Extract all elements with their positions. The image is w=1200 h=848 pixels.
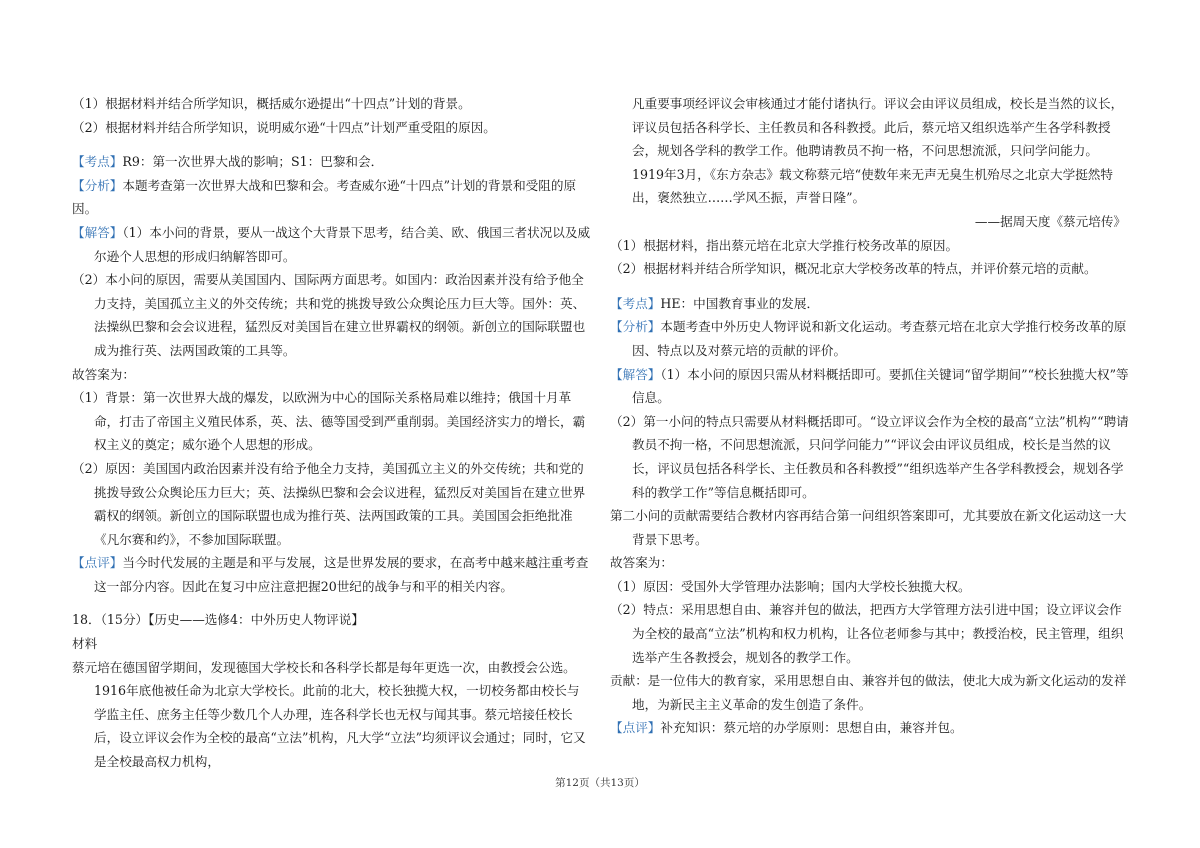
answer-3: 贡献：是一位伟大的教育家，采用思想自由、兼容并包的做法，使北大成为新文化运动的发祥地，为新民主主义革命的发生创造了条件。 xyxy=(610,673,1127,712)
kaodian-text: R9：第一次世界大战的影响；S1：巴黎和会． xyxy=(122,154,384,170)
answer-1: （1）原因：受国外大学管理办法影响；国内大学校长独揽大权。 xyxy=(610,578,971,594)
left-column xyxy=(72,92,592,774)
dianping-label: 【点评】 xyxy=(72,555,123,571)
material-label: 材料 xyxy=(72,636,98,652)
dianping-line xyxy=(610,716,1130,740)
jieda-line-1 xyxy=(72,221,592,268)
question-18-title: 18．（15分）【历史——选修4：中外历史人物评说】 xyxy=(72,612,364,628)
spacer xyxy=(72,598,592,608)
fenxi-label: 【分析】 xyxy=(72,177,123,193)
question-1: （1）根据材料，指出蔡元培在北京大学推行校务改革的原因。 xyxy=(610,237,959,253)
fenxi-line xyxy=(72,174,592,221)
question-2: （2）根据材料并结合所学知识，说明威尔逊“十四点”计划严重受阻的原因。 xyxy=(72,119,496,135)
kaodian-label: 【考点】 xyxy=(610,295,661,311)
answer-title: 故答案为： xyxy=(610,555,673,571)
question-1: （1）根据材料并结合所学知识，概括威尔逊提出“十四点”计划的背景。 xyxy=(72,96,471,111)
jieda-line-1 xyxy=(610,363,1130,410)
material-continued: 凡重要事项经评议会审核通过才能付诸执行。评议会由评议员组成，校长是当然的议长，评议员包括各科学长、主任教员和各科教授。此后，蔡元培又组织选举产生各学科教授会，规划各学科的教学工作。他聘请教员不拘一格，不问思想流派，只问学问能力。1919年3月，《东方杂志》载文称蔡元培“使数年来无声无臭生机殆尽之北京大学挺然特出，褒然独立……学风丕振，声誉日隆”。 xyxy=(632,96,1124,206)
answer-title: 故答案为： xyxy=(72,366,135,382)
fenxi-line xyxy=(610,315,1130,362)
jieda-label: 【解答】 xyxy=(610,366,661,382)
material-text: 蔡元培在德国留学期间，发现德国大学校长和各科学长都是每年更选一次，由教授会公选。1916年底他被任命为北京大学校长。此前的北大，校长独揽大权，一切校务都由校长与学监主任、庶务主任等少数几个人办理，连各科学长也无权与闻其事。蔡元培接任校长后，设立评议会作为全校的最高“立法”机构，凡大学“立法”均须评议会通过；同时，它又是全校最高权力机构， xyxy=(72,659,586,770)
fenxi-label: 【分析】 xyxy=(610,319,661,335)
material-source: ——据周天度《蔡元培传》 xyxy=(974,213,1126,229)
spacer xyxy=(610,281,1130,292)
dianping-label: 【点评】 xyxy=(610,720,661,736)
kaodian-line xyxy=(610,292,1130,316)
jieda-text-1: （1）本小问的原因只需从材料概括即可。要抓住关键词“留学期间”“校长独揽大权”等信息。 xyxy=(632,366,1129,406)
answer-2: （2）特点：采用思想自由、兼容并包的做法，把西方大学管理方法引进中国；设立评议会作为全校的最高“立法”机构和权力机构，让各位老师参与其中；教授治校，民主管理，组织选举产生各教授会，规划各的教学工作。 xyxy=(610,602,1124,665)
fenxi-text: 本题考查中外历史人物评说和新文化运动。考查蔡元培在北京大学推行校务改革的原因、特点以及对蔡元培的贡献的评价。 xyxy=(632,319,1127,358)
dianping-text: 补充知识：蔡元培的办学原则：思想自由，兼容并包。 xyxy=(660,720,963,736)
answer-1: （1）背景：第一次世界大战的爆发，以欧洲为中心的国际关系格局难以维持；俄国十月革命，打击了帝国主义殖民体系，英、法、德等国受到严重削弱。美国经济实力的增长，霸权主义的奠定；威尔逊个人思想的形成。 xyxy=(72,390,586,453)
kaodian-text: HE：中国教育事业的发展． xyxy=(660,295,820,311)
kaodian-label: 【考点】 xyxy=(72,154,123,170)
dianping-text: 当今时代发展的主题是和平与发展，这是世界发展的要求，在高考中越来越注重考查这一部分内容。因此在复习中应注意把握20世纪的战争与和平的相关内容。 xyxy=(94,555,589,594)
spacer xyxy=(72,139,592,150)
page-footer: 第12页（共13页） xyxy=(555,777,645,789)
jieda-label: 【解答】 xyxy=(72,224,123,240)
dianping-line xyxy=(72,551,592,598)
jieda-text-1: （1）本小问的背景，要从一战这个大背景下思考，结合美、欧、俄国三者状况以及威尔逊个人思想的形成归纳解答即可。 xyxy=(94,224,591,264)
jieda-line-3: 第二小问的贡献需要结合教材内容再结合第一问组织答案即可，尤其要放在新文化运动这一大背景下思考。 xyxy=(610,508,1127,547)
fenxi-text: 本题考查第一次世界大战和巴黎和会。考查威尔逊“十四点”计划的背景和受阻的原因。 xyxy=(72,177,577,217)
jieda-line-2: （2）第一小问的特点只需要从材料概括即可。“设立评议会作为全校的最高“立法”机构”“聘请教员不拘一格，不问思想流派，只问学问能力”“评议会由评议员组成，校长是当然的议长，评议员包括各科学长、主任教员和各科教授”“组织选举产生各学科教授会，规划各学科的教学工作”等信息概括即可。 xyxy=(610,413,1129,500)
kaodian-line xyxy=(72,150,592,174)
right-column xyxy=(610,92,1130,740)
question-2: （2）根据材料并结合所学知识，概况北京大学校务改革的特点，并评价蔡元培的贡献。 xyxy=(610,261,1097,277)
answer-2: （2）原因：美国国内政治因素并没有给予他全力支持，美国孤立主义的外交传统；共和党的挑拨导致公众舆论压力巨大；英、法操纵巴黎和会会议进程，猛烈反对美国旨在建立世界霸权的纲领。新创立的国际联盟也成为推行英、法两国政策的工具。美国国会拒绝批准《凡尔赛和约》，不参加国际联盟。 xyxy=(72,460,586,547)
jieda-line-2: （2）本小问的原因，需要从美国国内、国际两方面思考。如国内：政治因素并没有给予他全力支持，美国孤立主义的外交传统；共和党的挑拨导致公众舆论压力巨大等。国外：英、法操纵巴黎和会会议进程，猛烈反对美国旨在建立世界霸权的纲领。新创立的国际联盟也成为推行英、法两国政策的工具等。 xyxy=(72,272,586,358)
